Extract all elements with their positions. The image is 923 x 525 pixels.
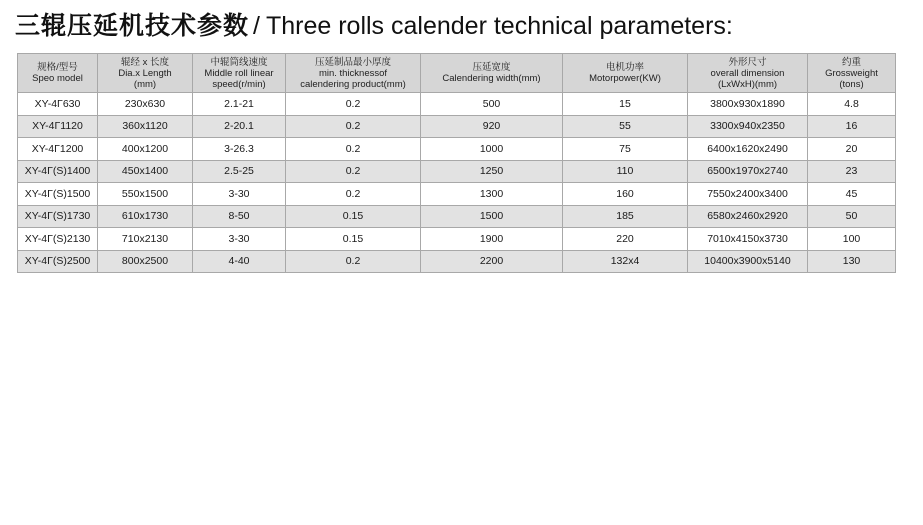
table-row [18,160,896,183]
cell-model: XY-4Γ(S)1500 [18,183,98,206]
table-row [18,205,896,228]
cell-model: XY-4Γ1200 [18,138,98,161]
cell-motor-power: 185 [563,205,688,228]
header-dia-length: 辊经 x 长度 Dia.x Length (mm) [98,54,193,93]
header-motor-power: 电机功率 Motorpower(KW) [563,54,688,93]
cell-overall-dimension: 3300x940x2350 [688,115,808,138]
cell-overall-dimension: 7550x2400x3400 [688,183,808,206]
cell-speed: 2-20.1 [193,115,286,138]
cell-calendering-width: 1900 [421,228,563,251]
cell-overall-dimension: 6500x1970x2740 [688,160,808,183]
cell-motor-power: 160 [563,183,688,206]
cell-dia-length: 800x2500 [98,250,193,273]
cell-speed: 3-30 [193,228,286,251]
cell-model: XY-4Γ630 [18,93,98,116]
cell-min-thickness: 0.2 [286,160,421,183]
cell-min-thickness: 0.2 [286,115,421,138]
table-header-row [18,54,896,93]
cell-overall-dimension: 6400x1620x2490 [688,138,808,161]
cell-calendering-width: 920 [421,115,563,138]
cell-dia-length: 360x1120 [98,115,193,138]
header-model: 规格/型号 Speo model [18,54,98,93]
cell-calendering-width: 1500 [421,205,563,228]
cell-calendering-width: 1250 [421,160,563,183]
cell-min-thickness: 0.2 [286,183,421,206]
cell-overall-dimension: 3800x930x1890 [688,93,808,116]
cell-min-thickness: 0.15 [286,205,421,228]
cell-motor-power: 132x4 [563,250,688,273]
header-speed: 中辊筒线速度 Middle roll linear speed(r/min) [193,54,286,93]
cell-min-thickness: 0.2 [286,138,421,161]
cell-calendering-width: 500 [421,93,563,116]
table-row [18,138,896,161]
cell-min-thickness: 0.2 [286,93,421,116]
header-min-thickness: 压延制品最小厚度 min. thicknessof calendering product(mm) [286,54,421,93]
cell-speed: 3-26.3 [193,138,286,161]
cell-calendering-width: 1300 [421,183,563,206]
cell-gross-weight: 130 [808,250,896,273]
cell-motor-power: 55 [563,115,688,138]
title-chinese: 三辊压延机技术参数 [15,12,250,40]
cell-motor-power: 15 [563,93,688,116]
technical-parameters-table [17,53,896,273]
cell-motor-power: 75 [563,138,688,161]
table-row [18,115,896,138]
cell-calendering-width: 1000 [421,138,563,161]
cell-dia-length: 400x1200 [98,138,193,161]
cell-gross-weight: 100 [808,228,896,251]
cell-speed: 3-30 [193,183,286,206]
cell-model: XY-4Γ(S)2500 [18,250,98,273]
cell-overall-dimension: 6580x2460x2920 [688,205,808,228]
header-gross-weight: 约重 Grossweight (tons) [808,54,896,93]
table-row [18,250,896,273]
cell-gross-weight: 20 [808,138,896,161]
table-row [18,93,896,116]
cell-speed: 8-50 [193,205,286,228]
table-row [18,228,896,251]
header-calendering-width: 压延宽度 Calendering width(mm) [421,54,563,93]
cell-gross-weight: 4.8 [808,93,896,116]
cell-min-thickness: 0.2 [286,250,421,273]
cell-motor-power: 110 [563,160,688,183]
cell-speed: 4-40 [193,250,286,273]
cell-overall-dimension: 10400x3900x5140 [688,250,808,273]
table-row [18,183,896,206]
cell-dia-length: 230x630 [98,93,193,116]
cell-dia-length: 550x1500 [98,183,193,206]
cell-dia-length: 450x1400 [98,160,193,183]
cell-speed: 2.5-25 [193,160,286,183]
title-separator: / [253,12,260,40]
header-overall-dimension: 外形尺寸 overall dimension (LxWxH)(mm) [688,54,808,93]
cell-model: XY-4Γ(S)2130 [18,228,98,251]
cell-calendering-width: 2200 [421,250,563,273]
cell-gross-weight: 23 [808,160,896,183]
cell-gross-weight: 45 [808,183,896,206]
cell-gross-weight: 16 [808,115,896,138]
cell-dia-length: 710x2130 [98,228,193,251]
cell-gross-weight: 50 [808,205,896,228]
cell-speed: 2.1-21 [193,93,286,116]
page-title [15,11,733,41]
cell-motor-power: 220 [563,228,688,251]
cell-model: XY-4Γ(S)1730 [18,205,98,228]
title-english: Three rolls calender technical parameters: [265,12,733,40]
cell-model: XY-4Γ1120 [18,115,98,138]
cell-overall-dimension: 7010x4150x3730 [688,228,808,251]
cell-model: XY-4Γ(S)1400 [18,160,98,183]
cell-dia-length: 610x1730 [98,205,193,228]
cell-min-thickness: 0.15 [286,228,421,251]
